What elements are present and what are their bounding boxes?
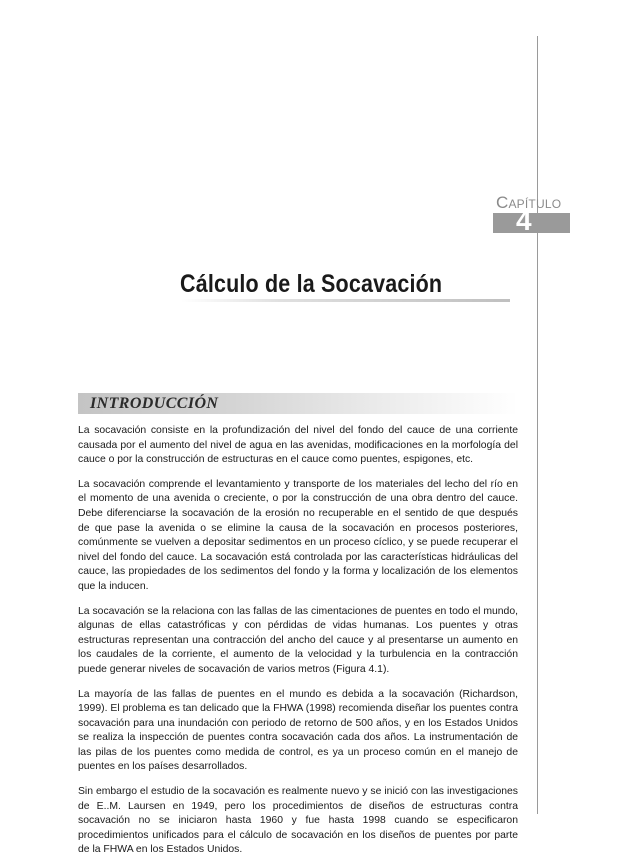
paragraph: La mayoría de las fallas de puentes en el mundo es debida a la socavación (Richardson, 1999). El problema es tan delicado que la FHWA (1998) recomienda diseñar los puentes contra socavación para una inundación con periodo de retorno de 500 años, y en los Estados Unidos se realiza la inspección de puentes contra socavación cada dos años. La instrumentación de las pilas de los puentes como medida de control, es ya un proceso común en el manejo de puentes en los países desarrollados. bbox=[78, 688, 518, 773]
title-underline-shadow bbox=[180, 299, 510, 302]
body-text bbox=[78, 424, 518, 868]
chapter-number: 4 bbox=[516, 205, 532, 236]
paragraph: La socavación comprende el levantamiento y transporte de los materiales del lecho del río en el momento de una avenida o creciente, o por la construcción de una obra dentro del cauce. Debe diferenciarse la socavación de la erosión no recuperable en el sentido de que después de que pase la avenida o se elimine la causa de la socavación en procesos posteriores, comúnmente se vuelven a depositar sedimentos en un proceso cíclico, y se puede recuperar el nivel del fondo del cauce. La socavación está controlada por las características hidráulicas del cauce, las propiedades de los sedimentos del fondo y la forma y localización de los elementos que la inducen. bbox=[78, 478, 518, 592]
paragraph: La socavación se la relaciona con las fallas de las cimentaciones de puentes en todo el mundo, algunas de ellas catastróficas y con pérdidas de vidas humanas. Los puentes y otras estructuras representan una contracción del ancho del cauce y al presentarse un aumento en los caudales de la corriente, el aumento de la velocidad y la turbulencia en la contracción puede generar niveles de socavación de varios metros (Figura 4.1). bbox=[78, 605, 518, 675]
section-heading: INTRODUCCIÓN bbox=[90, 395, 219, 412]
paragraph: La socavación consiste en la profundización del nivel del fondo del cauce de una corriente causada por el aumento del nivel de agua en las avenidas, modificaciones en la morfología del cauce o por la construcción de estructuras en el cauce como puentes, espigones, etc. bbox=[78, 425, 518, 466]
paragraph: Sin embargo el estudio de la socavación es realmente nuevo y se inició con las investigaciones de E..M. Laursen en 1949, pero los procedimientos de diseños de estructuras contra socavación no se iniciaron hasta 1960 y fue hasta 1998 cuando se especificaron procedimientos unificados para el cálculo de socavación en los diseños de puentes por parte de la FHWA en los Estados Unidos. bbox=[78, 786, 518, 856]
margin-rule bbox=[537, 36, 538, 814]
chapter-label: Capítulo bbox=[496, 193, 562, 212]
page-title: Cálculo de la Socavación bbox=[180, 270, 443, 298]
